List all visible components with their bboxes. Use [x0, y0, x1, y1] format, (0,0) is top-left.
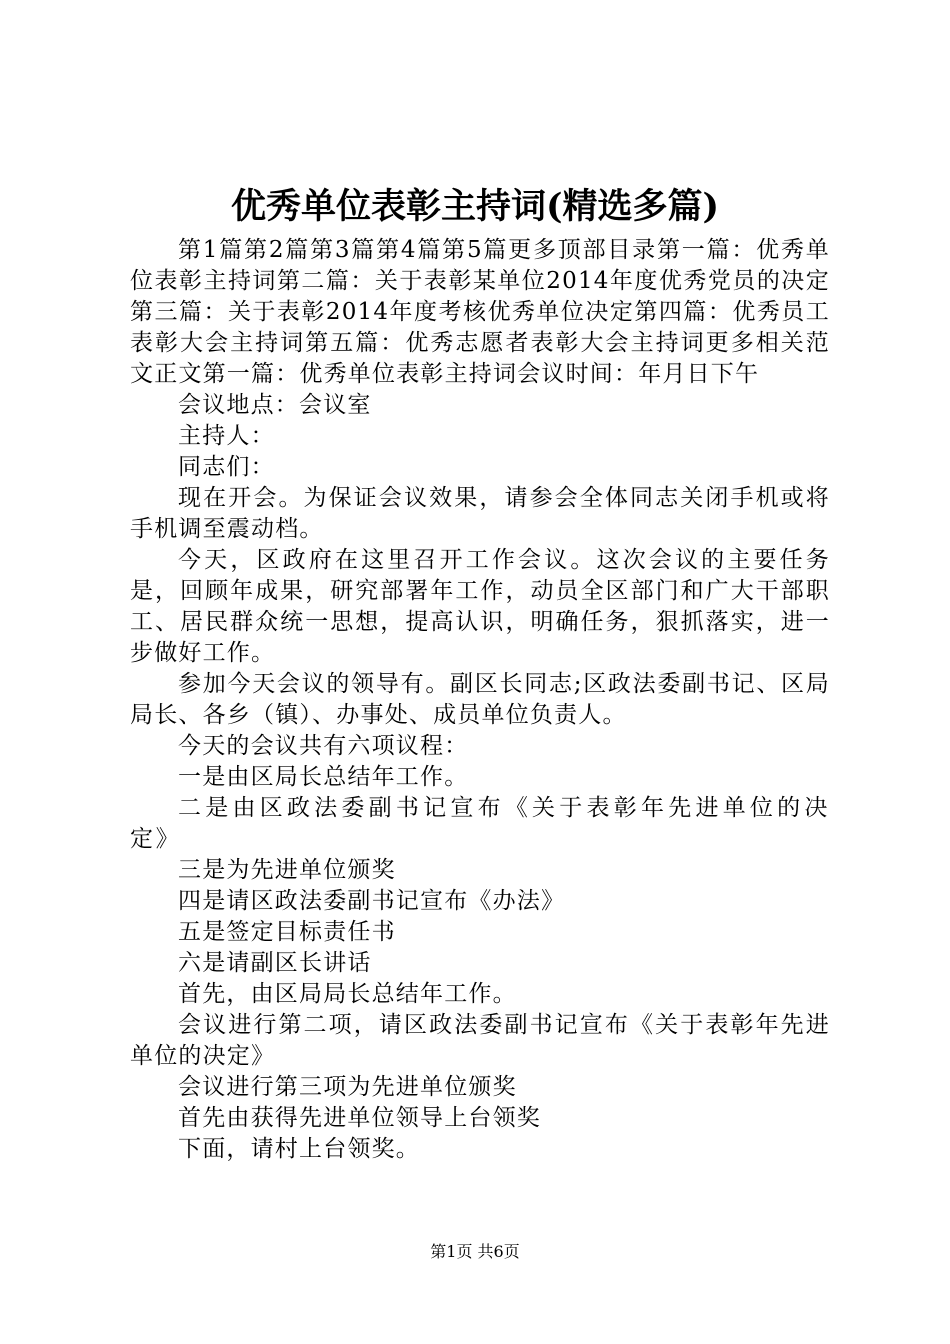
paragraph: 四是请区政法委副书记宣布《办法》 [178, 888, 566, 914]
page-number-footer: 第1页 共6页 [430, 1242, 520, 1261]
paragraph: 三是为先进单位颁奖 [178, 857, 396, 883]
paragraph: 六是请副区长讲话 [178, 950, 372, 976]
paragraph: 二是由区政法委副书记宣布《关于表彰年先进单位的决定》 [130, 795, 830, 852]
document-title: 优秀单位表彰主持词(精选多篇) [230, 186, 720, 227]
paragraph: 首先由获得先进单位领导上台领奖 [178, 1105, 541, 1131]
paragraph: 今天，区政府在这里召开工作会议。这次会议的主要任务是，回顾年成果，研究部署年工作，动员全区部门和广大干部职工、居民群众统一思想，提高认识，明确任务，狠抓落实，进一步做好工作。 [130, 547, 830, 666]
paragraph: 会议地点：会议室 [178, 392, 372, 418]
paragraph: 第1篇第2篇第3篇第4篇第5篇更多顶部目录第一篇：优秀单位表彰主持词第二篇：关于表彰某单位2014年度优秀党员的决定第三篇：关于表彰2014年度考核优秀单位决定第四篇：优秀员工表彰大会主持词第五篇：优秀志愿者表彰大会主持词更多相关范文正文第一篇：优秀单位表彰主持词会议时间：年月日下午 [130, 237, 830, 387]
paragraph: 一是由区局长总结年工作。 [178, 764, 469, 790]
paragraph: 首先，由区局局长总结年工作。 [178, 981, 517, 1007]
paragraph: 会议进行第二项，请区政法委副书记宣布《关于表彰年先进单位的决定》 [130, 1012, 830, 1069]
paragraph: 下面，请村上台领奖。 [178, 1136, 420, 1162]
paragraph: 今天的会议共有六项议程： [178, 733, 469, 759]
paragraph: 同志们： [178, 454, 275, 480]
document-body [130, 235, 830, 1165]
paragraph: 参加今天会议的领导有。副区长同志;区政法委副书记、区局局长、各乡（镇）、办事处、成员单位负责人。 [130, 671, 830, 728]
paragraph: 会议进行第三项为先进单位颁奖 [178, 1074, 517, 1100]
paragraph: 主持人： [178, 423, 275, 449]
paragraph: 五是签定目标责任书 [178, 919, 396, 945]
paragraph: 现在开会。为保证会议效果，请参会全体同志关闭手机或将手机调至震动档。 [130, 485, 830, 542]
